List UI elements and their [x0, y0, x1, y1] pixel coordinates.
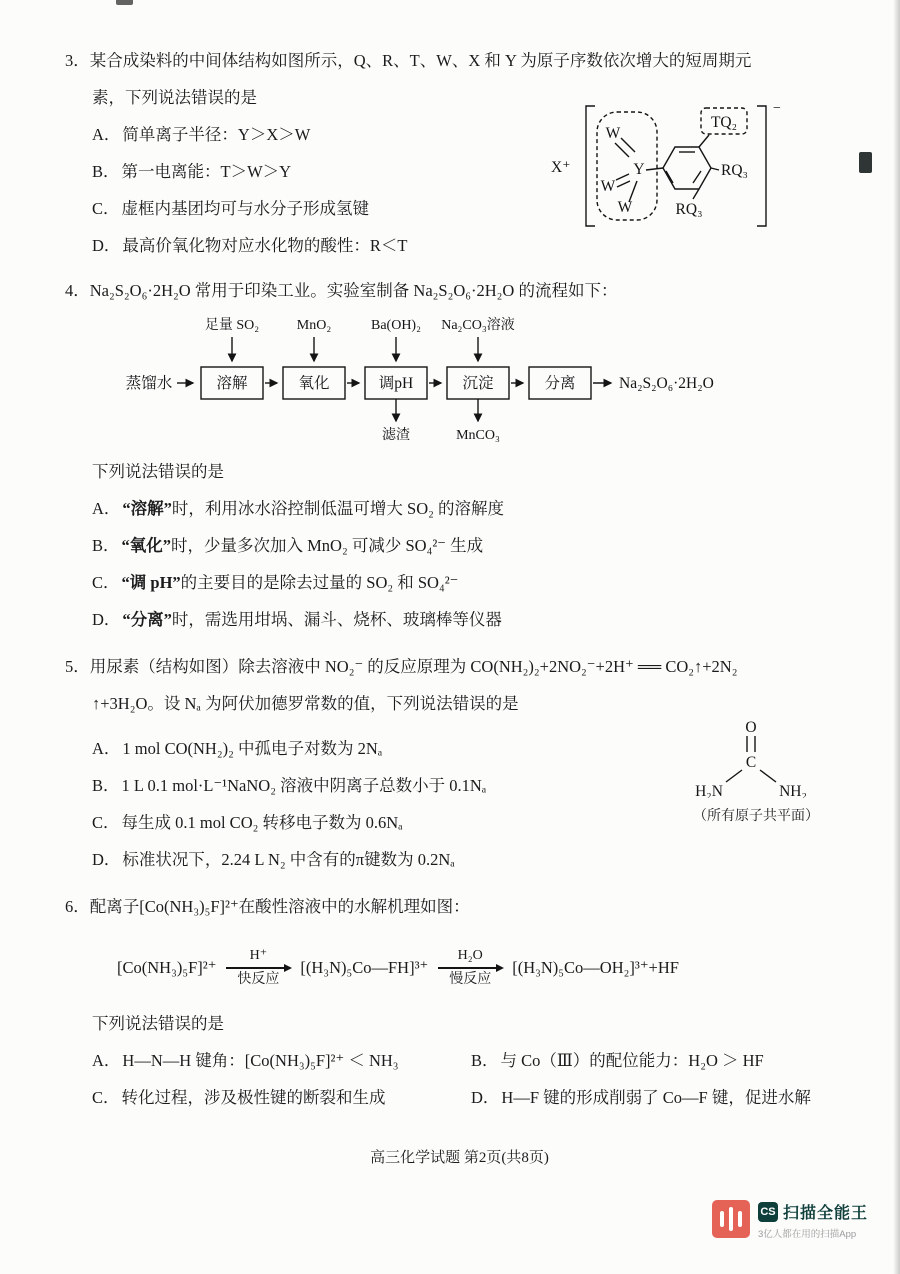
atom-y: Y — [633, 161, 645, 178]
question-3 — [65, 42, 854, 264]
mechanism-arrow-slow — [438, 948, 502, 988]
q4-lead: 下列说法错误的是 — [92, 462, 224, 481]
camscanner-text-block — [758, 1200, 868, 1240]
group-rq3-right: RQ₃ — [721, 162, 748, 179]
option-text: 与 Co（Ⅲ）的配位能力：H₂O ＞ HF — [500, 1051, 764, 1070]
q6-option-a — [92, 1042, 444, 1079]
option-label: A． — [92, 499, 121, 518]
flow-box-oxidize: 氧化 — [298, 375, 330, 392]
q6-mechanism-equation — [117, 933, 854, 1003]
option-text: 简单离子半径：Y＞X＞W — [122, 125, 311, 144]
question-4 — [65, 272, 854, 638]
mechanism-product: [(H₃N)₅Co—OH₂]³⁺+HF — [512, 958, 679, 977]
option-keyword: “溶解” — [122, 499, 172, 518]
option-text: 时，需选用坩埚、漏斗、烧杯、玻璃棒等仪器 — [171, 610, 502, 629]
option-label: C． — [92, 1088, 120, 1107]
question-number: 3． — [65, 51, 90, 70]
option-keyword: “调 pH” — [121, 573, 181, 592]
q4-option-b — [92, 527, 854, 564]
flow-product: Na₂S₂O₆·2H₂O — [619, 375, 714, 392]
question-4-intro — [65, 272, 854, 309]
mechanism-arrow-fast — [226, 948, 290, 988]
option-label: B． — [92, 536, 120, 555]
option-text: 虚框内基团均可与水分子形成氢键 — [121, 199, 370, 218]
question-6-intro — [65, 888, 854, 925]
option-keyword: “分离” — [122, 610, 172, 629]
flow-input-mno2: MnO₂ — [296, 318, 332, 333]
q6-options-row-1 — [65, 1042, 854, 1079]
option-text: 1 L 0.1 mol·L⁻¹NaNO₂ 溶液中阴离子总数小于 0.1Nₐ — [121, 776, 487, 795]
flow-start: 蒸馏水 — [125, 375, 173, 392]
mechanism-reactant: [Co(NH₃)₅F]²⁺ — [117, 958, 217, 977]
arrow-reagent: H₂O — [457, 948, 483, 964]
scan-top-artifact — [116, 0, 133, 5]
scan-edge-shadow — [893, 0, 900, 1274]
option-label: D． — [471, 1088, 500, 1107]
q4-option-d — [92, 601, 854, 638]
q4-option-c — [92, 564, 854, 601]
group-tq2: TQ₂ — [710, 114, 738, 131]
atom-w-top: W — [605, 125, 621, 142]
option-text: 最高价氧化物对应水化物的酸性：R＜T — [122, 236, 408, 255]
question-5-line-2: ↑+3H₂O。设 Nₐ 为阿伏加德罗常数的值，下列说法错误的是 — [92, 694, 519, 713]
flow-box-precipitate: 沉淀 — [462, 375, 494, 392]
option-text: 第一电离能：T＞W＞Y — [121, 162, 292, 181]
question-3-line-2: 素，下列说法错误的是 — [92, 88, 257, 107]
flow-input-so2: 足量 SO₂ — [204, 318, 260, 333]
mechanism-intermediate: [(H₃N)₅Co—FH]³⁺ — [300, 958, 429, 977]
option-text: 转化过程，涉及极性键的断裂和生成 — [121, 1088, 386, 1107]
atom-w-bottom: W — [617, 199, 633, 216]
arrow-rate: 慢反应 — [449, 971, 492, 987]
q6-option-c — [92, 1079, 444, 1116]
option-label: A． — [92, 125, 121, 144]
camscanner-watermark — [712, 1200, 868, 1240]
q6-options — [65, 1042, 854, 1116]
option-label: C． — [92, 813, 120, 832]
flow-box-dissolve: 溶解 — [216, 375, 248, 392]
option-text: 时，利用冰水浴控制低温可增大 SO₂ 的溶解度 — [171, 499, 505, 518]
question-text: 配离子[Co(NH₃)₅F]²⁺在酸性溶液中的水解机理如图： — [89, 897, 470, 916]
flow-box-adjust-ph: 调pH — [378, 375, 414, 392]
question-5 — [65, 648, 854, 878]
option-text: 每生成 0.1 mol CO₂ 转移电子数为 0.6Nₐ — [121, 813, 403, 832]
question-text: 用尿素（结构如图）除去溶液中 NO₂⁻ 的反应原理为 CO(NH₂)₂+2NO₂⁻+2H⁺ ══ CO₂↑+2N₂ — [89, 657, 738, 676]
option-label: D． — [92, 236, 121, 255]
option-text: 时，少量多次加入 MnO₂ 可减少 SO₄²⁻ 生成 — [171, 536, 484, 555]
question-6 — [65, 888, 854, 1116]
question-3-line-1 — [65, 42, 854, 79]
atom-c: C — [745, 754, 757, 771]
question-text: 某合成染料的中间体结构如图所示，Q、R、T、W、X 和 Y 为原子序数依次增大的短周期元 — [89, 51, 752, 70]
structure-cation: X⁺ — [551, 159, 571, 176]
reaction-arrow-icon — [226, 967, 290, 969]
atom-o: O — [745, 719, 757, 736]
urea-structure-svg — [681, 718, 831, 798]
question-number: 5． — [65, 657, 90, 676]
q6-option-d — [471, 1079, 811, 1116]
structure-charge: − — [773, 101, 781, 116]
group-rq3-bottom: RQ₃ — [675, 201, 703, 218]
option-text: 的主要目的是除去过量的 SO₂ 和 SO₄²⁻ — [180, 573, 459, 592]
cs-badge-icon: CS — [758, 1202, 778, 1222]
scan-edge-artifact — [859, 152, 872, 173]
atom-w-mid: W — [600, 178, 616, 195]
flow-output-mnco3: MnCO₃ — [456, 428, 500, 443]
option-keyword: “氧化” — [121, 536, 172, 555]
camscanner-logo-icon — [712, 1200, 750, 1238]
group-h2n: H₂N — [695, 783, 723, 798]
q5-option-d — [92, 841, 854, 878]
question-number: 4． — [65, 281, 90, 300]
option-label: D． — [92, 610, 121, 629]
flow-box-separate: 分离 — [544, 375, 576, 392]
option-label: C． — [92, 199, 120, 218]
urea-caption: （所有原子共平面） — [693, 809, 819, 824]
q6-option-b — [471, 1042, 764, 1079]
arrow-rate: 快反应 — [237, 971, 280, 987]
option-label: B． — [92, 776, 120, 795]
option-text: 1 mol CO(NH₂)₂ 中孤电子对数为 2Nₐ — [122, 739, 383, 758]
option-text: H—F 键的形成削弱了 Co—F 键，促进水解 — [501, 1088, 811, 1107]
q6-lead: 下列说法错误的是 — [92, 1014, 224, 1033]
question-5-line-1 — [65, 648, 854, 685]
option-label: A． — [92, 1051, 121, 1070]
arrow-reagent: H⁺ — [249, 948, 268, 964]
flow-input-na2co3: Na₂CO₃溶液 — [441, 318, 515, 333]
q4-flow-diagram — [123, 313, 803, 453]
reaction-arrow-icon — [438, 967, 502, 969]
camscanner-app-name: 扫描全能王 — [783, 1205, 869, 1222]
question-number: 6． — [65, 897, 90, 916]
option-label: A． — [92, 739, 121, 758]
q5-urea-structure — [671, 718, 841, 825]
group-nh2: NH₂ — [779, 783, 807, 798]
q4-option-a — [92, 490, 854, 527]
option-label: D． — [92, 850, 121, 869]
q4-options — [65, 490, 854, 638]
option-text: H—N—H 键角：[Co(NH₃)₅F]²⁺ ＜ NH₃ — [122, 1051, 399, 1070]
q6-options-row-2 — [65, 1079, 854, 1116]
flow-input-baoh2: Ba(OH)₂ — [371, 318, 421, 333]
option-label: B． — [92, 162, 120, 181]
camscanner-tagline: 3亿人都在用的扫描App — [758, 1229, 857, 1240]
option-text: 标准状况下，2.24 L N₂ 中含有的π键数为 0.2Nₐ — [122, 850, 455, 869]
flow-output-residue: 滤渣 — [382, 428, 410, 443]
question-text: Na₂S₂O₆·2H₂O 常用于印染工业。实验室制备 Na₂S₂O₆·2H₂O 的流程如下： — [89, 281, 618, 300]
q3-structure-diagram — [549, 92, 807, 242]
page-footer: 高三化学试题 第2页(共8页) — [370, 1150, 549, 1166]
option-label: C． — [92, 573, 120, 592]
option-label: B． — [471, 1051, 499, 1070]
